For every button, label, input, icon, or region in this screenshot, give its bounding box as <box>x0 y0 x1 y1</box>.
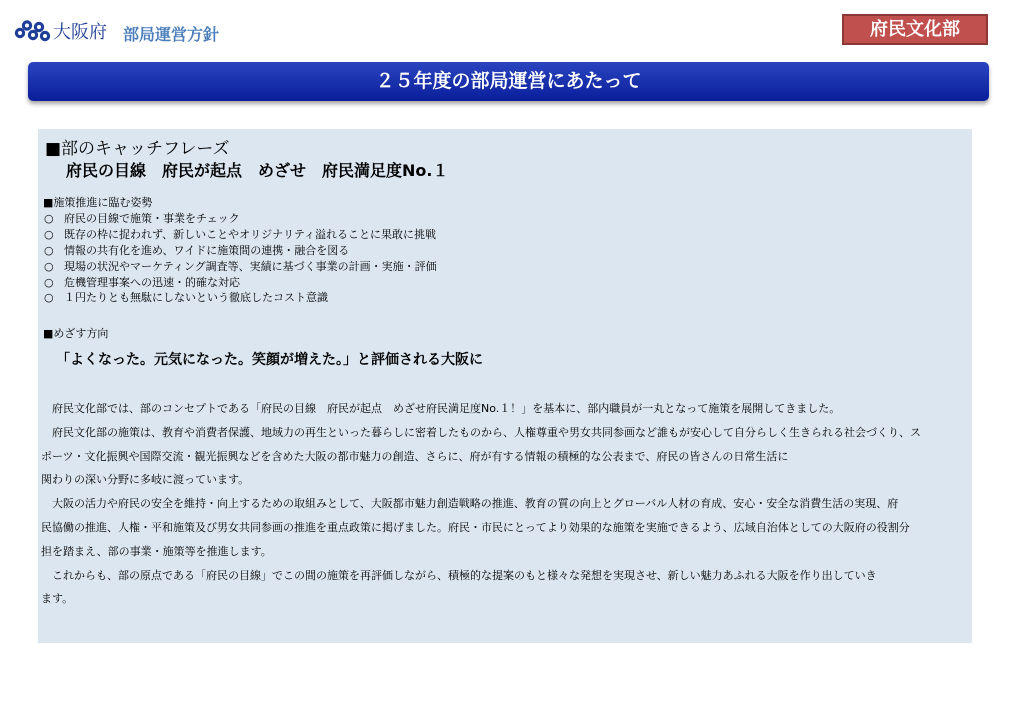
bullet-circle-icon: ○ <box>44 259 54 273</box>
posture-item-text: 既存の枠に捉われず、新しいことやオリジナリティ溢れることに果敢に挑戦 <box>64 227 437 241</box>
posture-item-text: 情報の共有化を進め、ワイドに施策間の連携・融合を図る <box>64 243 350 257</box>
list-item <box>44 227 437 243</box>
body-paragraphs <box>41 397 969 611</box>
direction-heading: ■めざす方向 <box>43 327 109 340</box>
posture-item-text: １円たりとも無駄にしないという徹底したコスト意識 <box>64 291 328 305</box>
body-line: ます。 <box>41 592 74 606</box>
body-line: ポーツ・文化振興や国際交流・観光振興などを含めた大阪の都市魅力の創造、さらに、府が有する情報の積極的な公表まで、府民の皆さんの日常生活に <box>41 449 789 463</box>
catchphrase-heading: ■部のキャッチフレーズ <box>45 139 230 159</box>
body-line: 担を踏まえ、部の事業・施策等を推進します。 <box>41 544 272 558</box>
posture-heading: ■施策推進に臨む姿勢 <box>43 196 153 209</box>
list-item <box>44 259 437 275</box>
body-line: 府民文化部では、部のコンセプトである「府民の目線 府民が起点 めざせ府民満足度No.１！」を基本に、部内職員が一丸となって施策を展開してきました。 <box>41 402 841 415</box>
body-line: これからも、部の原点である「府民の目線」でこの間の施策を再評価しながら、積極的な提案のもと様々な発想を実現させ、新しい魅力あふれる大阪を作り出していき <box>41 568 877 582</box>
bullet-circle-icon: ○ <box>44 227 54 241</box>
posture-item-text: 現場の状況やマーケティング調査等、実績に基づく事業の計画・実施・評価 <box>64 259 437 273</box>
osaka-prefecture-emblem-icon <box>14 18 52 48</box>
list-item <box>44 211 437 227</box>
direction-goal: 「よくなった。元気になった。笑顔が増えた。」と評価される大阪に <box>56 352 483 368</box>
posture-item-text: 府民の目線で施策・事業をチェック <box>64 212 240 225</box>
body-line: 大阪の活力や府民の安全を維持・向上するための取組みとして、大阪都市魅力創造戦略の推進、教育の質の向上とグローバル人材の育成、安心・安全な消費生活の実現、府 <box>41 497 899 511</box>
body-line: 民協働の推進、人権・平和施策及び男女共同参画の推進を重点政策に掲げました。府民・市民にとってより効果的な施策を実施できるよう、広域自治体としての大阪府の役割分 <box>41 520 910 534</box>
page-title-bar: ２５年度の部局運営にあたって <box>28 62 989 101</box>
bullet-circle-icon: ○ <box>44 243 54 257</box>
posture-list <box>44 211 437 306</box>
list-item <box>44 243 437 259</box>
document-type-label: 部局運営方針 <box>123 25 220 44</box>
catchphrase-text: 府民の目線 府民が起点 めざせ 府民満足度No.１ <box>66 161 449 180</box>
bullet-circle-icon: ○ <box>44 291 54 305</box>
list-item <box>44 290 437 306</box>
content-panel <box>38 129 972 643</box>
list-item <box>44 275 437 291</box>
bullet-circle-icon: ○ <box>44 212 54 225</box>
body-line: 府民文化部の施策は、教育や消費者保護、地域力の再生といった暮らしに密着したものから、人権尊重や男女共同参画など誰もが安心して自分らしく生きられる社会づくり、ス <box>41 425 921 439</box>
department-badge: 府民文化部 <box>842 14 988 45</box>
bullet-circle-icon: ○ <box>44 275 54 289</box>
posture-item-text: 危機管理事案への迅速・的確な対応 <box>64 275 240 289</box>
body-line: 関わりの深い分野に多岐に渡っています。 <box>41 473 250 487</box>
prefecture-name: 大阪府 <box>53 22 107 43</box>
